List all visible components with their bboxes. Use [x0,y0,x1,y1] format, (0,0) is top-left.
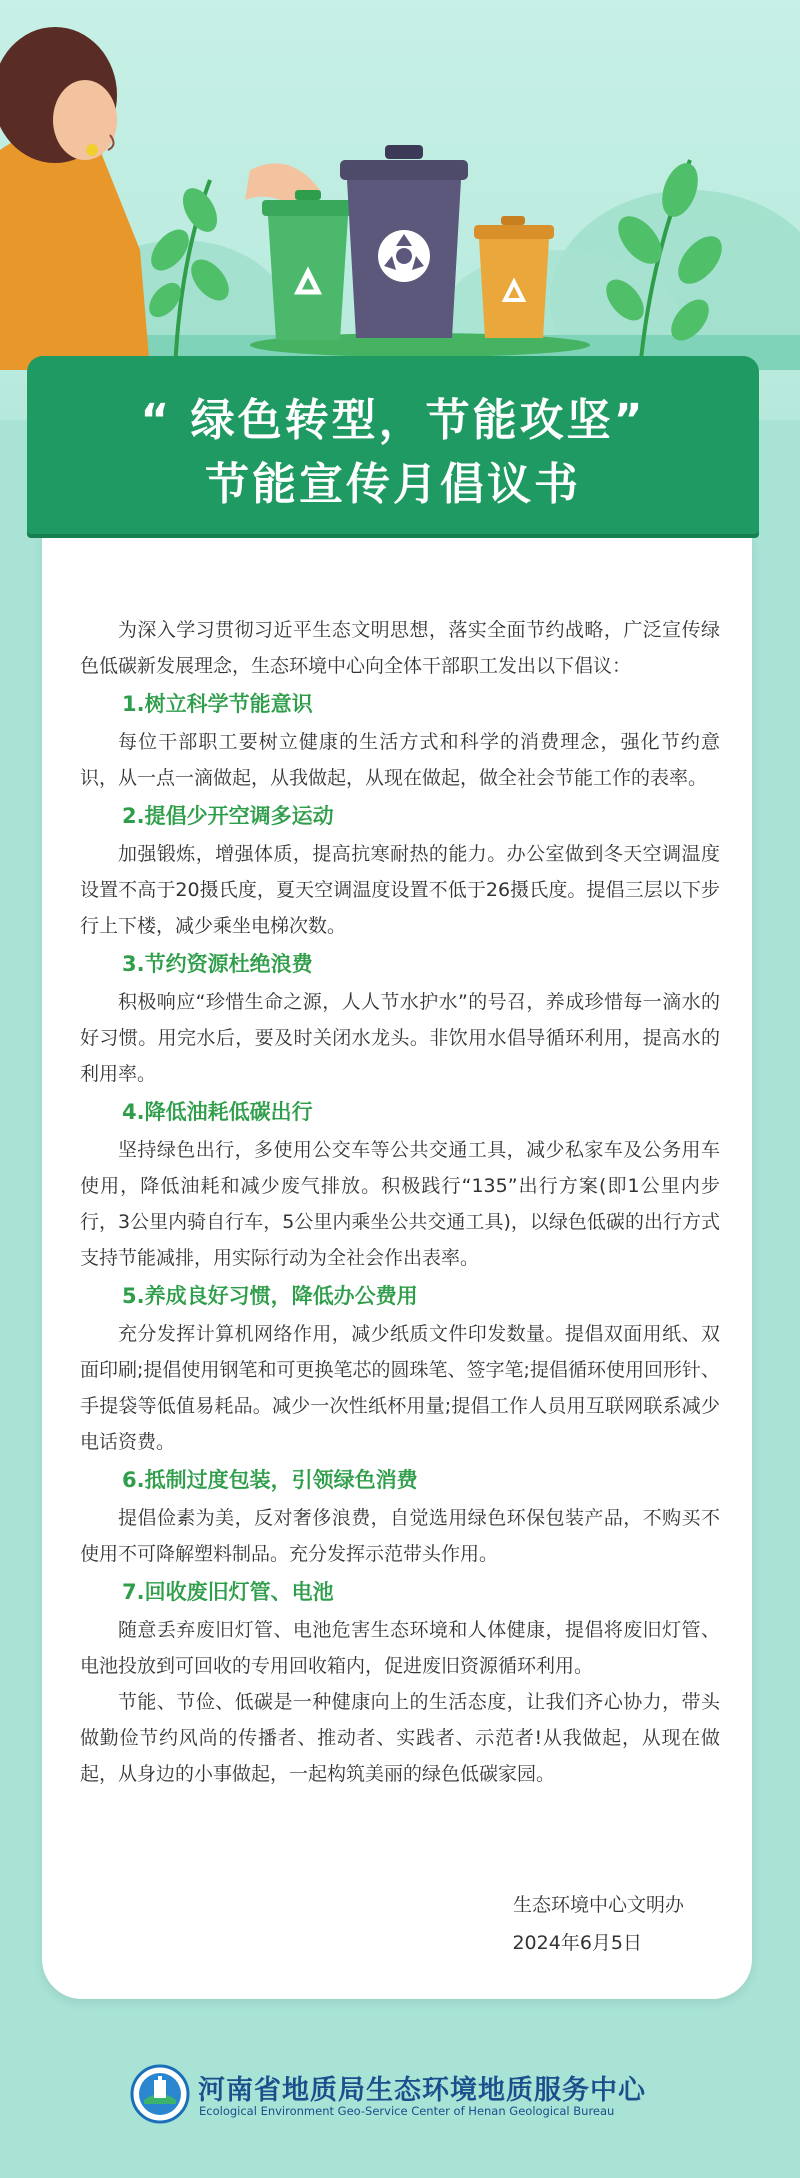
footer-org-name-cn: 河南省地质局生态环境地质服务中心 [198,2075,646,2106]
page-title: “ 绿色转型，节能攻坚” [140,395,646,446]
page-subtitle: 节能宣传月倡议书 [205,459,581,510]
section-heading: 1.树立科学节能意识 [122,692,313,716]
section-heading: 3.节约资源杜绝浪费 [122,952,313,976]
signature-block [0,1886,800,1962]
section-body: 坚持绿色出行，多使用公交车等公共交通工具，减少私家车及公务用车使用，降低油耗和减少废气排放。积极践行“135”出行方案(即1公里内步行，3公里内骑自行车，5公里内乘坐公共交通工具)，以绿色低碳的出行方式支持节能减排，用实际行动为全社会作出表率。 [80,1139,720,1269]
signature-org: 生态环境中心文明办 [512,1894,684,1916]
logo-icon [130,2064,190,2124]
section-body: 每位干部职工要树立健康的生活方式和科学的消费理念，强化节约意识，从一点一滴做起，从我做起，从现在做起，做全社会节能工作的表率。 [80,731,720,789]
section-body: 提倡俭素为美，反对奢侈浪费，自觉选用绿色环保包装产品，不购买不使用不可降解塑料制品。充分发挥示范带头作用。 [80,1507,720,1565]
letter-content [80,612,720,1792]
signature-date: 2024年6月5日 [512,1932,642,1954]
section-body: 加强锻炼，增强体质，提高抗寒耐热的能力。办公室做到冬天空调温度设置不高于20摄氏度，夏天空调温度设置不低于26摄氏度。提倡三层以下步行上下楼，减少乘坐电梯次数。 [80,843,720,937]
section-body: 充分发挥计算机网络作用，减少纸质文件印发数量。提倡双面用纸、双面印刷;提倡使用钢笔和可更换笔芯的圆珠笔、签字笔;提倡循环使用回形针、手提袋等低值易耗品。减少一次性纸杯用量;提倡工作人员用互联网联系减少电话资费。 [80,1323,720,1453]
trash-bin-icon [474,216,554,338]
closing-paragraph: 节能、节俭、低碳是一种健康向上的生活态度，让我们齐心协力，带头做勤俭节约风尚的传播者、推动者、实践者、示范者!从我做起，从现在做起，从身边的小事做起，一起构筑美丽的绿色低碳家园。 [80,1691,720,1785]
trash-bin-icon [340,145,468,338]
section-heading: 7.回收废旧灯管、电池 [122,1580,334,1604]
section-body: 积极响应“珍惜生命之源，人人节水护水”的号召，养成珍惜每一滴水的好习惯。用完水后，要及时关闭水龙头。非饮用水倡导循环利用，提高水的利用率。 [80,991,720,1085]
title-band [27,356,759,534]
trash-bin-icon [262,190,354,340]
footer [130,2060,690,2130]
section-heading: 4.降低油耗低碳出行 [122,1100,313,1124]
footer-org-name-en: Ecological Environment Geo-Service Center of Henan Geological Bureau [199,2104,615,2118]
section-heading: 2.提倡少开空调多运动 [122,804,334,828]
section-heading: 6.抵制过度包装，引领绿色消费 [122,1468,418,1492]
section-body: 随意丢弃废旧灯管、电池危害生态环境和人体健康，提倡将废旧灯管、电池投放到可回收的专用回收箱内，促进废旧资源循环利用。 [80,1619,720,1677]
intro-paragraph: 为深入学习贯彻习近平生态文明思想，落实全面节约战略，广泛宣传绿色低碳新发展理念，生态环境中心向全体干部职工发出以下倡议： [80,619,720,677]
header-illustration [0,0,800,370]
section-heading: 5.养成良好习惯，降低办公费用 [122,1284,418,1308]
